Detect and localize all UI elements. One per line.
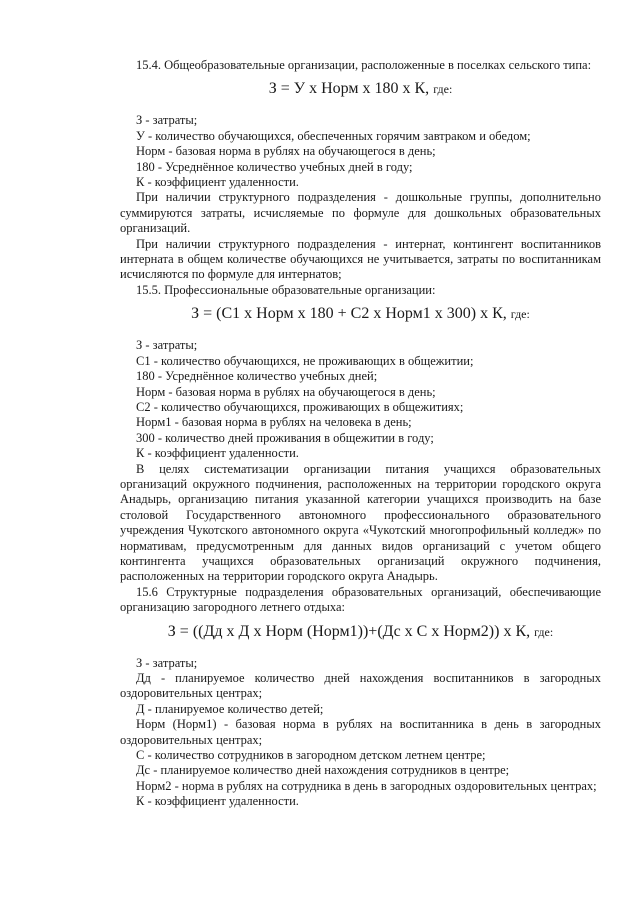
definition-15-6-2: Дд - планируемое количество дней нахождения воспитанников в загородных оздоровительных центрах; bbox=[120, 671, 601, 701]
note-15-5-catering: В целях систематизации организации питания учащихся образовательных организаций окружного подчинения, расположенных на территории городского округа Анадырь, организацию питания указанной категории учащихся производить на базе столовой Государственного автономного профессионального образовательного учреждения Чукотского автономного округа «Чукотский многопрофильный колледж» по нормативам, предусмотренным для данных видов организаций с учетом общего контингента учащихся образовательных организаций окружного подчинения, расположенных на территории городского округа Анадырь. bbox=[120, 461, 601, 584]
definition-15-5-4: Норм - базовая норма в рублях на обучающегося в день; bbox=[136, 384, 436, 399]
definition-15-5-8: К - коэффициент удаленности. bbox=[136, 446, 299, 461]
definition-15-5-3: 180 - Усреднённое количество учебных дней; bbox=[136, 369, 378, 384]
definition-15-5-7: 300 - количество дней проживания в общежитии в году; bbox=[136, 430, 434, 445]
definition-15-4-5: К - коэффициент удаленности. bbox=[136, 175, 299, 190]
section-heading-15-5: 15.5. Профессиональные образовательные организации: bbox=[136, 282, 436, 297]
formula-15-6-suffix: где: bbox=[534, 624, 554, 639]
formula-15-4 bbox=[120, 79, 601, 99]
formula-15-4-suffix: где: bbox=[433, 82, 453, 97]
formula-15-5-expression: З = (С1 х Норм х 180 + С2 х Норм1 х 300) х К, bbox=[191, 305, 507, 323]
definition-15-6-7: Норм2 - норма в рублях на сотрудника в день в загородных оздоровительных центрах; bbox=[136, 778, 597, 793]
formula-15-6 bbox=[120, 622, 601, 642]
definition-15-4-2: У - количество обучающихся, обеспеченных горячим завтраком и обедом; bbox=[136, 128, 531, 143]
note-15-4-boarding: При наличии структурного подразделения - интернат, контингент воспитанников интерната в общем количестве обучающихся не учитывается, затраты по воспитанникам исчисляются по формуле для интернатов; bbox=[120, 236, 601, 282]
definition-15-4-1: З - затраты; bbox=[136, 113, 198, 128]
section-heading-15-4: 15.4. Общеобразовательные организации, расположенные в поселках сельского типа: bbox=[136, 58, 592, 72]
formula-15-5-suffix: где: bbox=[510, 307, 530, 322]
definition-15-4-4: 180 - Усреднённое количество учебных дней в году; bbox=[136, 159, 413, 174]
definition-15-5-2: С1 - количество обучающихся, не проживающих в общежитии; bbox=[136, 353, 474, 368]
definition-15-6-6: Дс - планируемое количество дней нахождения сотрудников в центре; bbox=[136, 763, 510, 778]
formula-15-4-expression: З = У х Норм х 180 х К, bbox=[268, 80, 430, 98]
definition-15-6-8: К - коэффициент удаленности. bbox=[136, 794, 299, 809]
definition-15-5-6: Норм1 - базовая норма в рублях на человека в день; bbox=[136, 415, 412, 430]
definition-15-4-3: Норм - базовая норма в рублях на обучающегося в день; bbox=[136, 144, 436, 159]
definition-15-6-1: З - затраты; bbox=[136, 655, 198, 670]
definition-15-6-5: С - количество сотрудников в загородном детском летнем центре; bbox=[136, 748, 486, 763]
section-heading-15-6: 15.6 Структурные подразделения образовательных организаций, обеспечивающие организацию загородного летнего отдыха: bbox=[120, 584, 601, 615]
definition-15-6-3: Д - планируемое количество детей; bbox=[136, 701, 324, 716]
formula-15-5 bbox=[120, 304, 601, 324]
formula-15-6-expression: З = ((Дд х Д х Норм (Норм1))+(Дс х С х Норм2)) х К, bbox=[167, 622, 531, 640]
definition-15-6-4: Норм (Норм1) - базовая норма в рублях на воспитанника в день в загородных оздоровительных центрах; bbox=[120, 717, 601, 747]
definition-15-5-1: З - затраты; bbox=[136, 338, 198, 353]
note-15-4-preschool: При наличии структурного подразделения - дошкольные группы, дополнительно суммируются затраты, исчисляемые по формуле для дошкольных образовательных организаций. bbox=[120, 190, 601, 236]
definition-15-5-5: С2 - количество обучающихся, проживающих в общежитиях; bbox=[136, 399, 464, 414]
